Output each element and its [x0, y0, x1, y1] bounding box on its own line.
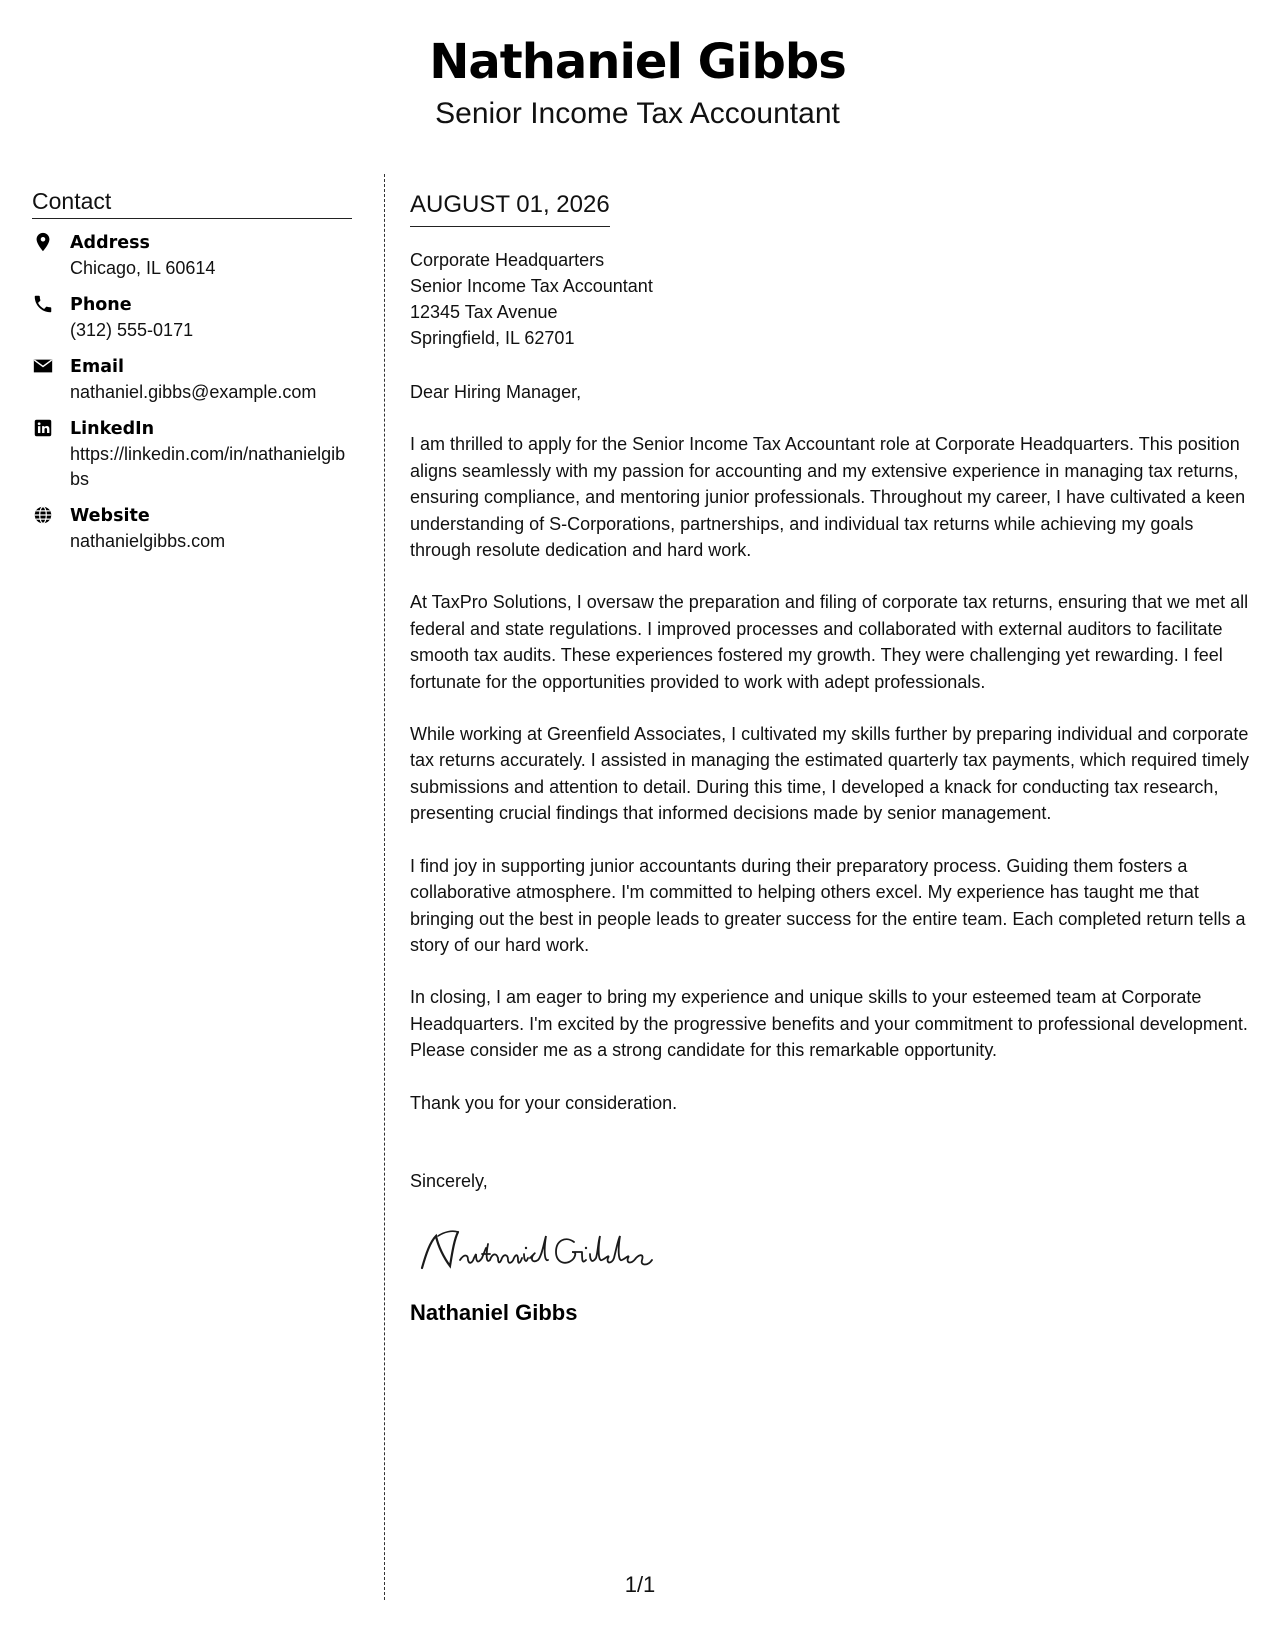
recipient-city: Springfield, IL 62701: [410, 328, 575, 348]
signer-name: Nathaniel Gibbs: [410, 1299, 578, 1325]
contact-address: [32, 231, 352, 281]
phone-icon: [32, 293, 54, 315]
contact-sidebar: [32, 186, 352, 566]
address-label: Address: [70, 233, 150, 253]
page-number: 1/1: [624, 1572, 656, 1597]
email-value[interactable]: nathaniel.gibbs@example.com: [70, 382, 317, 402]
handwritten-signature: [416, 1224, 1250, 1276]
applicant-title: Senior Income Tax Accountant: [435, 97, 840, 130]
linkedin-icon: [32, 417, 54, 439]
location-pin-icon: [32, 231, 54, 253]
recipient-company: Corporate Headquarters: [410, 250, 605, 270]
envelope-icon: [32, 355, 54, 377]
body-paragraph: At TaxPro Solutions, I oversaw the preparation and filing of corporate tax returns, ensuring that we met all federal and state regulations. I improved processes and collaborated with external auditors to facilitate smooth tax audits. These experiences fostered my growth. They were challenging yet rewarding. I feel fortunate for the opportunities provided to work with adept professionals.: [410, 592, 1249, 692]
email-label: Email: [70, 357, 124, 377]
salutation: Dear Hiring Manager,: [410, 382, 582, 402]
applicant-name: Nathaniel Gibbs: [429, 34, 846, 90]
website-label: Website: [70, 506, 150, 526]
contact-phone: [32, 293, 352, 343]
recipient-position: Senior Income Tax Accountant: [410, 276, 653, 296]
linkedin-value[interactable]: https://linkedin.com/in/nathanielgibbs: [70, 444, 346, 489]
contact-linkedin: [32, 417, 352, 492]
phone-label: Phone: [70, 295, 132, 315]
website-value[interactable]: nathanielgibbs.com: [70, 531, 226, 551]
address-value: Chicago, IL 60614: [70, 258, 216, 278]
contact-website: [32, 504, 352, 554]
column-divider: [384, 174, 385, 1600]
cover-letter-body: [410, 188, 1250, 1328]
contact-heading: Contact: [32, 186, 352, 219]
linkedin-label: LinkedIn: [70, 419, 155, 439]
phone-value: (312) 555-0171: [70, 320, 194, 340]
body-paragraph: I find joy in supporting junior accountants during their preparatory process. Guiding them fosters a collaborative atmosphere. I'm committed to helping others excel. My experience has taught me that bringing out the best in people leads to greater success for the entire team. Each completed return tells a story of our hard work.: [410, 855, 1246, 955]
body-paragraph: While working at Greenfield Associates, I cultivated my skills further by preparing individual and corporate tax returns accurately. I assisted in managing the estimated quarterly tax payments, which required timely submissions and attention to detail. During this time, I developed a knack for conducting tax research, presenting crucial findings that informed decisions made by senior management.: [410, 724, 1250, 824]
resume-header: [0, 30, 1275, 134]
globe-icon: [32, 504, 54, 526]
recipient-street: 12345 Tax Avenue: [410, 302, 558, 322]
contact-email: [32, 355, 352, 405]
thank-you-line: Thank you for your consideration.: [410, 1092, 678, 1113]
body-paragraph: In closing, I am eager to bring my experience and unique skills to your esteemed team at Corporate Headquarters. I'm excited by the progressive benefits and your commitment to professional development. Please consider me as a strong candidate for this remarkable opportunity.: [410, 987, 1248, 1061]
letter-date: AUGUST 01, 2026: [410, 188, 610, 227]
recipient-block: [410, 247, 1250, 351]
closing: Sincerely,: [410, 1170, 488, 1191]
body-paragraph: I am thrilled to apply for the Senior Income Tax Accountant role at Corporate Headquarters. This position aligns seamlessly with my passion for accounting and my extensive experience in managing tax returns, ensuring compliance, and mentoring junior professionals. Throughout my career, I have cultivated a keen understanding of S-Corporations, partnerships, and individual tax returns while achieving my goals through resolute dedication and hard work.: [410, 434, 1246, 561]
